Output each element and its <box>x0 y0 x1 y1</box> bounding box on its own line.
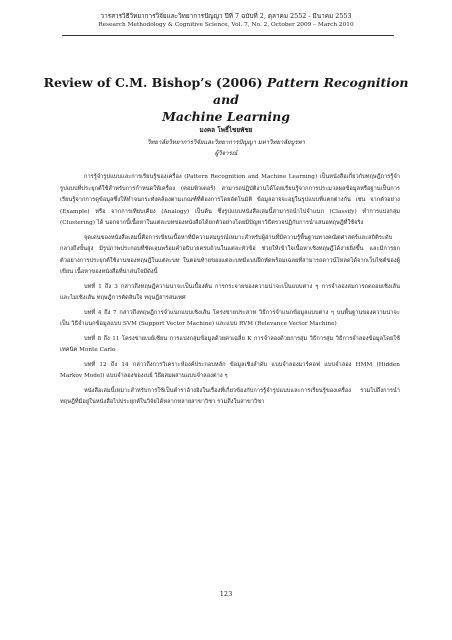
reviewer-label: ผู้วิจารณ์ <box>214 150 238 157</box>
paragraph-strengths: จุดเด่นของหนังสือเล่มนี้คือการเขียนเนื้อหาที่มีความสมบูรณ์เหมาะสำหรับผู้อ่านที่มีความรู้พื้นฐานทางคณิตศาสตร์และสถิติระดับกลางถึงขั้นสูง มีรูปภาพประกอบที่ชัดเจนพร้อมคำอธิบายครบถ้วนในแต่ละหัวข้อ ช่วยให้เข้าใจเนื้อหาเชิงทฤษฎีได้ง่ายยิ่งขึ้น และมีการยกตัวอย่างการประยุกต์ใช้งานของทฤษฎีในแต่ละบท ในตอนท้ายของแต่ละบทมีแบบฝึกหัดพร้อมเฉลยที่สามารถดาวน์โหลดได้จากเว็บไซต์ของผู้เขียน เนื้อหาของหนังสือที่น่าสนใจมีดังนี้ <box>60 234 400 275</box>
paragraph-chapters-1-3: บทที่ 1 ถึง 3 กล่าวถึงทฤษฎีความน่าจะเป็นเบื้องต้น การกระจายของความน่าจะเป็นแบบต่าง ๆ การจำลองสมการถดถอยเชิงเส้นและไม่เชิงเส้น ทฤษฎีการตัดสินใจ ทฤษฎีสารสนเทศ <box>60 283 400 301</box>
header-divider <box>62 35 394 36</box>
journal-english-header: Research Methodology & Cognitive Science, Vol. 7, No. 2, October 2009 – March 2010 <box>98 22 354 28</box>
paragraph-conclusion: หนังสือเล่มนี้เหมาะสำหรับการใช้เป็นตำราอ้างอิงในเรื่องที่เกี่ยวข้องกับการรู้จำรูปแบบและการเรียนรู้ของเครื่อง รวมไปถึงการนำทฤษฎีที่มีอยู่ในหนังสือไปประยุกต์ในวิจัยได้หลากหลายสาขาวิชา รวมถึงในสาขาวิชา <box>60 387 400 405</box>
article-body <box>60 172 400 412</box>
author-name: มงคล โพธิ์ไชยพัชย <box>199 126 253 134</box>
paragraph-intro: การรู้จำรูปแบบและการเรียนรู้ของเครื่อง (Pattern Recognition and Machine Learning) เป็นหนังสือเกี่ยวกับทฤษฎีการรู้จำรูปแบบที่ประยุกต์ใช้สำหรับการกำหนดให้เครื่อง (คอมพิวเตอร์) สามารถปฏิบัติงานได้โดยเรียนรู้จากการประมวลผลข้อมูลหรือฐานเป็นการเรียนรู้จากการดูข้อมูลซึ่งให้ทำจนกระทั่งคล้องตามเกณฑ์ที่ต้องการโดยอัตโนมัติ ข้อมูลอาจจะอยู่ในรูปแบบที่แตกต่างกัน เช่น จากตัวอย่าง (Example) หรือ จากการเทียบเคียง (Analogy) เป็นต้น ซึ่งรูปแบบหนังสือเล่มนี้สามารถนำไปจำแนก (Classify) ทำการแบ่งกลุ่ม (Clustering) ได้ นอกจากนี้เนื้อหาในแต่ละบทของหนังสือได้ยกตัวอย่างโดยมีปัญหาวิธีตรวจปฏิกับการนำเสนอทฤษฎีที่ใช้จริง <box>60 174 400 226</box>
page-number: 123 <box>219 590 233 598</box>
paragraph-chapters-4-7: บทที่ 4 ถึง 7 กล่าวถึงทฤษฎีการจำแนกแบบเชิงเส้น โครงข่ายประสาท วิธีการจำแนกข้อมูลแบบต่าง ๆ บนพื้นฐานของความน่าจะเป็น วิธีจำแนกข้อมูลแบบ SVM (Support Vector Machine) และแบบ RVM (Relevance Vector Machine) <box>60 309 400 327</box>
running-header <box>60 12 392 29</box>
paragraph-chapters-8-11: บทที่ 8 ถึง 11 โครงข่ายเบย์เซียน การแบ่งกลุ่มข้อมูลด้วยค่าเฉลี่ย K การจำลองด้วยการสุ่ม วิธีการสุ่ม วิธีการจำลองข้อมูลโดยใช้เทคนิค Monte Carlo <box>60 335 400 353</box>
journal-thai-header: วารสารวิธีวิทยาการวิจัยและวิทยาการปัญญา ปีที่ 7 ฉบับที่ 2, ตุลาคม 2552 - มีนาคม 2553 <box>100 12 352 20</box>
article-title <box>40 74 412 125</box>
title-italic-part2: Machine Learning <box>162 109 290 124</box>
paragraph-chapters-12-14: บทที่ 12 ถึง 14 กล่าวถึงการวิเคราะห์องค์ประกอบหลัก ข้อมูลเชิงลำดับ แบบจำลองมาร์คอฟ แบบจำลอง HMM (Hidden Markov Model) แบบจำลองของเบย์ วิธีผสมผสานแบบจำลองต่าง ๆ <box>60 361 400 379</box>
author-affiliation: วิทยาลัยวิทยาการวิจัยและวิทยาการปัญญา มหาวิทยาลัยบูรพา <box>147 139 305 146</box>
title-italic-part1: Pattern Recognition and <box>213 75 409 107</box>
title-prefix: Review of C.M. Bishop’s (2006) <box>43 75 263 90</box>
